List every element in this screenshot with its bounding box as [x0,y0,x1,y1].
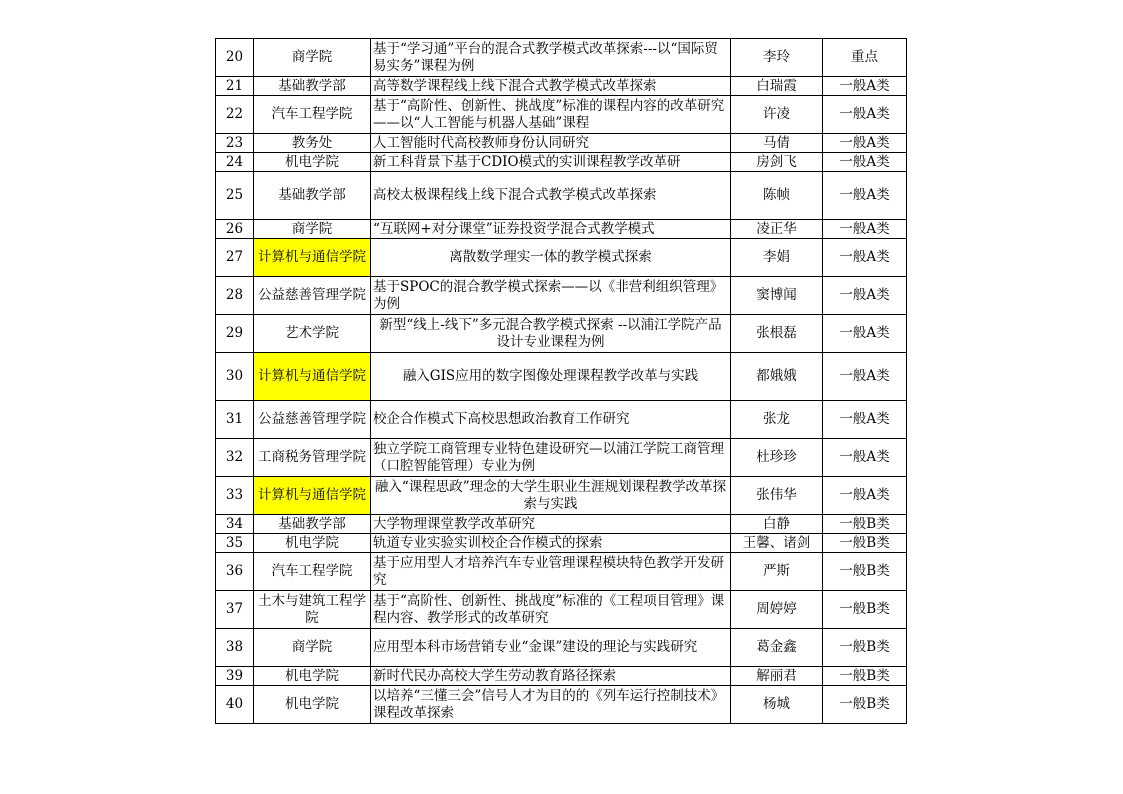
level-cell: 一般A类 [823,153,907,172]
level-cell: 一般B类 [823,591,907,629]
department-cell: 公益慈善管理学院 [254,401,371,439]
row-number-cell: 37 [216,591,254,629]
department-cell: 商学院 [254,629,371,667]
project-title-cell: 以培养“三懂三会”信号人才为目的的《列车运行控制技术》课程改革探索 [371,686,731,724]
department-cell: 机电学院 [254,153,371,172]
project-title-cell: “互联网+对分课堂”证券投资学混合式教学模式 [371,220,731,239]
level-cell: 一般A类 [823,277,907,315]
leader-cell: 严斯 [731,553,823,591]
project-title-cell: 人工智能时代高校教师身份认同研究 [371,134,731,153]
level-cell: 一般A类 [823,239,907,277]
row-number-cell: 24 [216,153,254,172]
table-row [216,315,907,353]
level-cell: 一般A类 [823,96,907,134]
leader-cell: 窦博闻 [731,277,823,315]
table-row [216,134,907,153]
table-row [216,477,907,515]
table-row [216,401,907,439]
project-table-body [216,39,907,724]
level-cell: 一般A类 [823,172,907,220]
leader-cell: 房剑飞 [731,153,823,172]
department-cell: 汽车工程学院 [254,96,371,134]
leader-cell: 白静 [731,515,823,534]
leader-cell: 王馨、诸剑 [731,534,823,553]
table-row [216,515,907,534]
row-number-cell: 34 [216,515,254,534]
department-cell: 商学院 [254,220,371,239]
project-title-cell: 大学物理课堂教学改革研究 [371,515,731,534]
level-cell: 一般A类 [823,220,907,239]
project-title-cell: 新工科背景下基于CDIO模式的实训课程教学改革研 [371,153,731,172]
row-number-cell: 22 [216,96,254,134]
row-number-cell: 38 [216,629,254,667]
project-title-cell: 新时代民办高校大学生劳动教育路径探索 [371,667,731,686]
project-title-cell: 融入GIS应用的数字图像处理课程教学改革与实践 [371,353,731,401]
project-title-cell: 基于SPOC的混合教学模式探索——以《非营利组织管理》为例 [371,277,731,315]
project-title-cell: 基于“高阶性、创新性、挑战度”标准的课程内容的改革研究——以“人工智能与机器人基础”课程 [371,96,731,134]
department-cell: 公益慈善管理学院 [254,277,371,315]
leader-cell: 周婷婷 [731,591,823,629]
row-number-cell: 20 [216,39,254,77]
row-number-cell: 30 [216,353,254,401]
department-cell: 机电学院 [254,686,371,724]
table-row [216,439,907,477]
table-row [216,239,907,277]
row-number-cell: 23 [216,134,254,153]
leader-cell: 葛金鑫 [731,629,823,667]
level-cell: 一般B类 [823,515,907,534]
leader-cell: 马倩 [731,134,823,153]
level-cell: 重点 [823,39,907,77]
department-cell: 工商税务管理学院 [254,439,371,477]
level-cell: 一般A类 [823,315,907,353]
leader-cell: 杨城 [731,686,823,724]
leader-cell: 杜珍珍 [731,439,823,477]
table-row [216,277,907,315]
table-row [216,553,907,591]
level-cell: 一般B类 [823,629,907,667]
department-cell: 汽车工程学院 [254,553,371,591]
leader-cell: 张伟华 [731,477,823,515]
department-cell: 艺术学院 [254,315,371,353]
row-number-cell: 31 [216,401,254,439]
project-table [215,38,907,724]
project-title-cell: 校企合作模式下高校思想政治教育工作研究 [371,401,731,439]
level-cell: 一般A类 [823,477,907,515]
table-row [216,534,907,553]
department-cell: 土木与建筑工程学院 [254,591,371,629]
department-cell: 机电学院 [254,667,371,686]
leader-cell: 李娟 [731,239,823,277]
department-cell: 商学院 [254,39,371,77]
row-number-cell: 35 [216,534,254,553]
level-cell: 一般A类 [823,401,907,439]
row-number-cell: 29 [216,315,254,353]
level-cell: 一般A类 [823,134,907,153]
project-title-cell: 高校太极课程线上线下混合式教学模式改革探索 [371,172,731,220]
level-cell: 一般B类 [823,667,907,686]
project-title-cell: 基于应用型人才培养汽车专业管理课程模块特色教学开发研究 [371,553,731,591]
table-row [216,77,907,96]
table-row [216,353,907,401]
row-number-cell: 25 [216,172,254,220]
project-title-cell: 高等数学课程线上线下混合式教学模式改革探索 [371,77,731,96]
project-title-cell: 基于“学习通”平台的混合式教学模式改革探索---以“国际贸易实务”课程为例 [371,39,731,77]
row-number-cell: 36 [216,553,254,591]
department-cell: 基础教学部 [254,172,371,220]
level-cell: 一般B类 [823,534,907,553]
department-cell: 计算机与通信学院 [254,353,371,401]
department-cell: 计算机与通信学院 [254,239,371,277]
department-cell: 基础教学部 [254,515,371,534]
department-cell: 机电学院 [254,534,371,553]
row-number-cell: 26 [216,220,254,239]
project-title-cell: 独立学院工商管理专业特色建设研究—以浦江学院工商管理（口腔智能管理）专业为例 [371,439,731,477]
leader-cell: 白瑞霞 [731,77,823,96]
table-row [216,153,907,172]
row-number-cell: 32 [216,439,254,477]
table-row [216,96,907,134]
department-cell: 基础教学部 [254,77,371,96]
table-row [216,686,907,724]
project-title-cell: 离散数学理实一体的教学模式探索 [371,239,731,277]
level-cell: 一般A类 [823,353,907,401]
table-row [216,220,907,239]
project-title-cell: 融入“课程思政”理念的大学生职业生涯规划课程教学改革探索与实践 [371,477,731,515]
table-row [216,667,907,686]
department-cell: 计算机与通信学院 [254,477,371,515]
table-row [216,39,907,77]
department-cell: 教务处 [254,134,371,153]
project-title-cell: 轨道专业实验实训校企合作模式的探索 [371,534,731,553]
leader-cell: 李玲 [731,39,823,77]
row-number-cell: 28 [216,277,254,315]
row-number-cell: 40 [216,686,254,724]
row-number-cell: 21 [216,77,254,96]
table-row [216,629,907,667]
project-title-cell: 应用型本科市场营销专业“金课”建设的理论与实践研究 [371,629,731,667]
leader-cell: 张根磊 [731,315,823,353]
leader-cell: 解丽君 [731,667,823,686]
leader-cell: 许凌 [731,96,823,134]
level-cell: 一般A类 [823,439,907,477]
level-cell: 一般B类 [823,553,907,591]
table-row [216,591,907,629]
project-title-cell: 基于“高阶性、创新性、挑战度”标准的《工程项目管理》课程内容、教学形式的改革研究 [371,591,731,629]
level-cell: 一般B类 [823,686,907,724]
leader-cell: 陈帧 [731,172,823,220]
leader-cell: 张龙 [731,401,823,439]
table-row [216,172,907,220]
row-number-cell: 27 [216,239,254,277]
row-number-cell: 39 [216,667,254,686]
project-title-cell: 新型“线上-线下”多元混合教学模式探索 --以浦江学院产品设计专业课程为例 [371,315,731,353]
leader-cell: 都娥娥 [731,353,823,401]
row-number-cell: 33 [216,477,254,515]
leader-cell: 凌正华 [731,220,823,239]
level-cell: 一般A类 [823,77,907,96]
